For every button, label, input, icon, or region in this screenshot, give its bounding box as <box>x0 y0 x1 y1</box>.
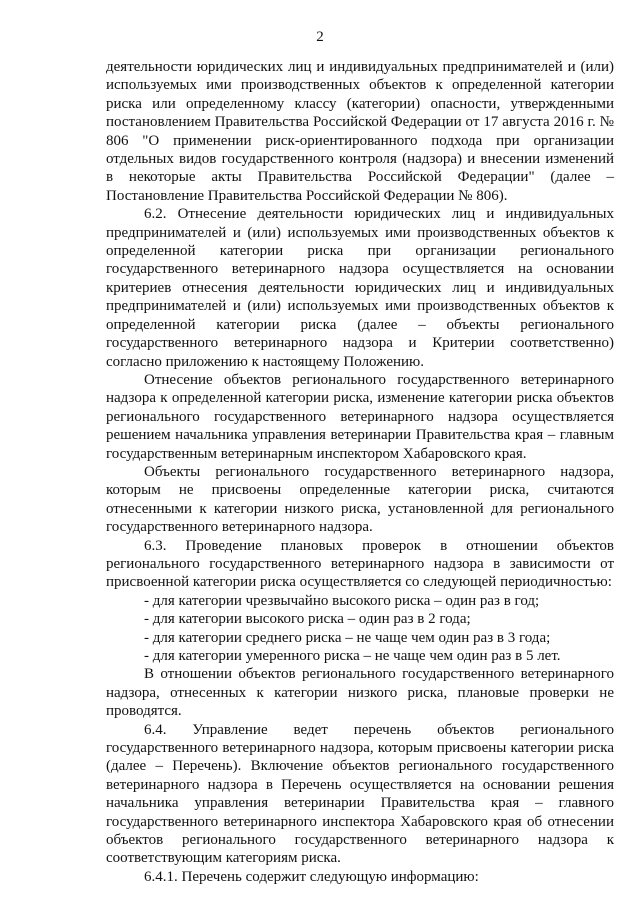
paragraph-low-risk-default: Объекты регионального государственного ветеринарного надзора, которым не присвоены определенные категории риска, считаются отнесенными к категории низкого риска, установленной для регионального государственного ветеринарного надзора. <box>106 463 614 536</box>
paragraph-6-4-1: 6.4.1. Перечень содержит следующую информацию: <box>144 868 479 885</box>
page-number: 2 <box>316 29 324 45</box>
paragraph-risk-assignment: Отнесение объектов регионального государственного ветеринарного надзора к определенной категории риска, изменение категории риска объектов регионального государственного ветеринарного надзора осуществляется решением начальника управления ветеринарии Правительства края – главным государственным ветеринарным инспектором Хабаровского края. <box>106 371 614 462</box>
list-item-moderate-risk: - для категории умеренного риска – не чаще чем один раз в 5 лет. <box>144 648 561 664</box>
list-item-high-risk: - для категории высокого риска – один раз в 2 года; <box>144 611 471 628</box>
paragraph-low-risk-no-inspections: В отношении объектов регионального государственного ветеринарного надзора, отнесенных к категории низкого риска, плановые проверки не проводятся. <box>106 666 614 720</box>
paragraph-6-2: 6.2. Отнесение деятельности юридических лиц и индивидуальных предпринимателей и (или) используемых ими производственных объектов к определенной категории риска при организации регионального государственного ветеринарного надзора осуществляется на основании критериев отнесения деятельности юридических лиц и индивидуальных предпринимателей и (или) используемых ими производственных объектов к определенной категории риска (далее – объекты регионального государственного ветеринарного надзора и Критерии соответственно) согласно приложению к настоящему Положению. <box>106 206 614 370</box>
paragraph-continuation: деятельности юридических лиц и индивидуальных предпринимателей и (или) используемых ими производственных объектов к определенной категории риска или определенному классу (категории) опасности, утвержденными постановлением Правительства Российской Федерации от 17 августа 2016 г. № 806 "О применении риск-ориентированного подхода при организации отдельных видов государственного контроля (надзора) и внесении изменений в некоторые акты Правительства Российской Федерации" (далее – Постановление Правительства Российской Федерации № 806). <box>106 59 614 204</box>
paragraph-6-3: 6.3. Проведение плановых проверок в отношении объектов регионального государственного ветеринарного надзора в зависимости от присвоенной категории риска осуществляется со следующей периодичностью: <box>106 537 614 591</box>
list-item-medium-risk: - для категории среднего риска – не чаще чем один раз в 3 года; <box>144 629 551 646</box>
paragraph-6-4: 6.4. Управление ведет перечень объектов регионального государственного ветеринарного надзора, которым присвоены категории риска (далее – Перечень). Включение объектов регионального государственного ветеринарного надзора в Перечень осуществляется на основании решения начальника управления ветеринарии Правительства края – главного государственного ветеринарного инспектора Хабаровского края об отнесении объектов регионального государственного ветеринарного надзора к соответствующим категориям риска. <box>106 721 614 867</box>
document-body <box>106 58 614 886</box>
list-item-extremely-high-risk: - для категории чрезвычайно высокого риска – один раз в год; <box>144 592 540 609</box>
